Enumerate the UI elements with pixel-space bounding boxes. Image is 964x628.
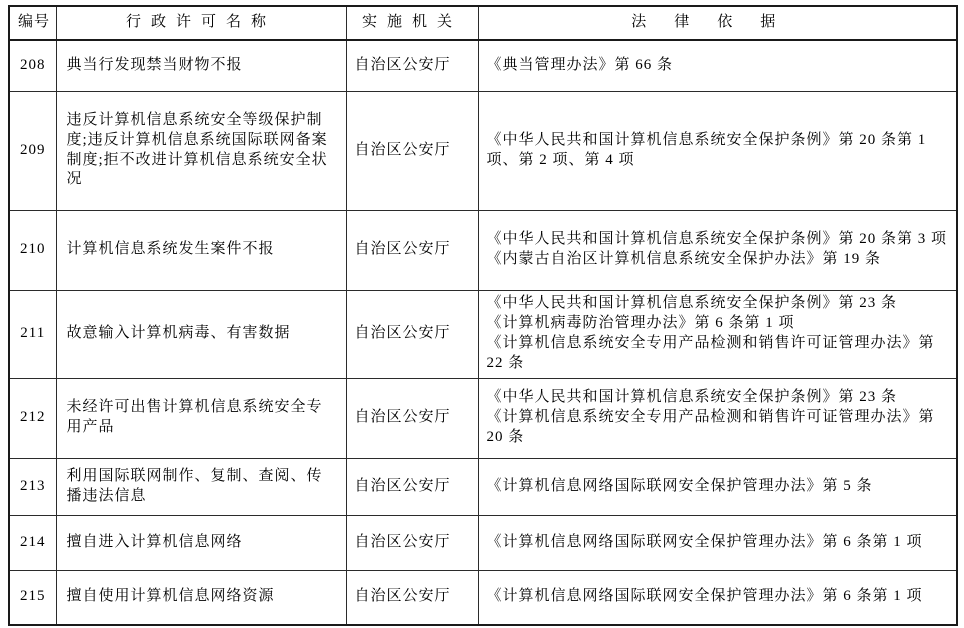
implementing-agency: 自治区公安厅 [346, 40, 478, 91]
implementing-agency: 自治区公安厅 [346, 515, 478, 570]
legal-basis [478, 515, 957, 570]
implementing-agency: 自治区公安厅 [346, 210, 478, 290]
legal-basis-line: 《中华人民共和国计算机信息系统安全保护条例》第 23 条 [486, 295, 898, 312]
legal-basis [478, 290, 957, 378]
license-name: 利用国际联网制作、复制、查阅、传播违法信息 [56, 458, 346, 515]
implementing-agency: 自治区公安厅 [346, 570, 478, 625]
row-number: 212 [9, 378, 56, 458]
table-row [9, 458, 957, 515]
license-name: 擅自使用计算机信息网络资源 [56, 570, 346, 625]
legal-basis [478, 378, 957, 458]
legal-basis [478, 210, 957, 290]
legal-basis-line: 《内蒙古自治区计算机信息系统安全保护办法》第 19 条 [486, 251, 882, 267]
document-page [8, 5, 956, 626]
table-row [9, 515, 957, 570]
license-table [8, 5, 958, 626]
legal-basis-line: 《中华人民共和国计算机信息系统安全保护条例》第 23 条 [486, 389, 898, 406]
license-name: 故意输入计算机病毒、有害数据 [56, 290, 346, 378]
header-id: 编号 [9, 6, 56, 40]
license-name: 计算机信息系统发生案件不报 [56, 210, 346, 290]
legal-basis-line: 《典当管理办法》第 66 条 [486, 56, 674, 73]
legal-basis-line: 《中华人民共和国计算机信息系统安全保护条例》第 20 条第 3 项 [486, 231, 948, 248]
table-row [9, 570, 957, 625]
legal-basis-line: 《计算机病毒防治管理办法》第 6 条第 1 项 [486, 315, 795, 332]
row-number: 209 [9, 91, 56, 210]
table-row [9, 210, 957, 290]
legal-basis-line: 《计算机信息网络国际联网安全保护管理办法》第 5 条 [486, 477, 873, 494]
row-number: 215 [9, 570, 56, 625]
row-number: 214 [9, 515, 56, 570]
legal-basis [478, 91, 957, 210]
row-number: 208 [9, 40, 56, 91]
legal-basis-line: 《中华人民共和国计算机信息系统安全保护条例》第 20 条第 1 项、第 2 项、第 4 项 [486, 131, 927, 168]
legal-basis-line: 《计算机信息网络国际联网安全保护管理办法》第 6 条第 1 项 [486, 588, 923, 605]
license-name: 违反计算机信息系统安全等级保护制度;违反计算机信息系统国际联网备案制度;拒不改进计算机信息系统安全状况 [56, 91, 346, 210]
legal-basis-line: 《计算机信息网络国际联网安全保护管理办法》第 6 条第 1 项 [486, 533, 923, 550]
table-row [9, 378, 957, 458]
implementing-agency: 自治区公安厅 [346, 378, 478, 458]
header-agency: 实施机关 [346, 6, 478, 40]
table-row [9, 91, 957, 210]
legal-basis [478, 458, 957, 515]
legal-basis [478, 570, 957, 625]
legal-basis-line: 《计算机信息系统安全专用产品检测和销售许可证管理办法》第 20 条 [486, 409, 935, 445]
table-header-row [9, 6, 957, 40]
table-row [9, 290, 957, 378]
row-number: 210 [9, 210, 56, 290]
implementing-agency: 自治区公安厅 [346, 458, 478, 515]
license-name: 典当行发现禁当财物不报 [56, 40, 346, 91]
legal-basis [478, 40, 957, 91]
implementing-agency: 自治区公安厅 [346, 290, 478, 378]
implementing-agency: 自治区公安厅 [346, 91, 478, 210]
license-name: 未经许可出售计算机信息系统安全专用产品 [56, 378, 346, 458]
license-name: 擅自进入计算机信息网络 [56, 515, 346, 570]
row-number: 211 [9, 290, 56, 378]
table-row [9, 40, 957, 91]
header-legal-basis: 法律依据 [478, 6, 957, 40]
legal-basis-line: 《计算机信息系统安全专用产品检测和销售许可证管理办法》第 22 条 [486, 335, 935, 371]
header-license-name: 行政许可名称 [56, 6, 346, 40]
row-number: 213 [9, 458, 56, 515]
